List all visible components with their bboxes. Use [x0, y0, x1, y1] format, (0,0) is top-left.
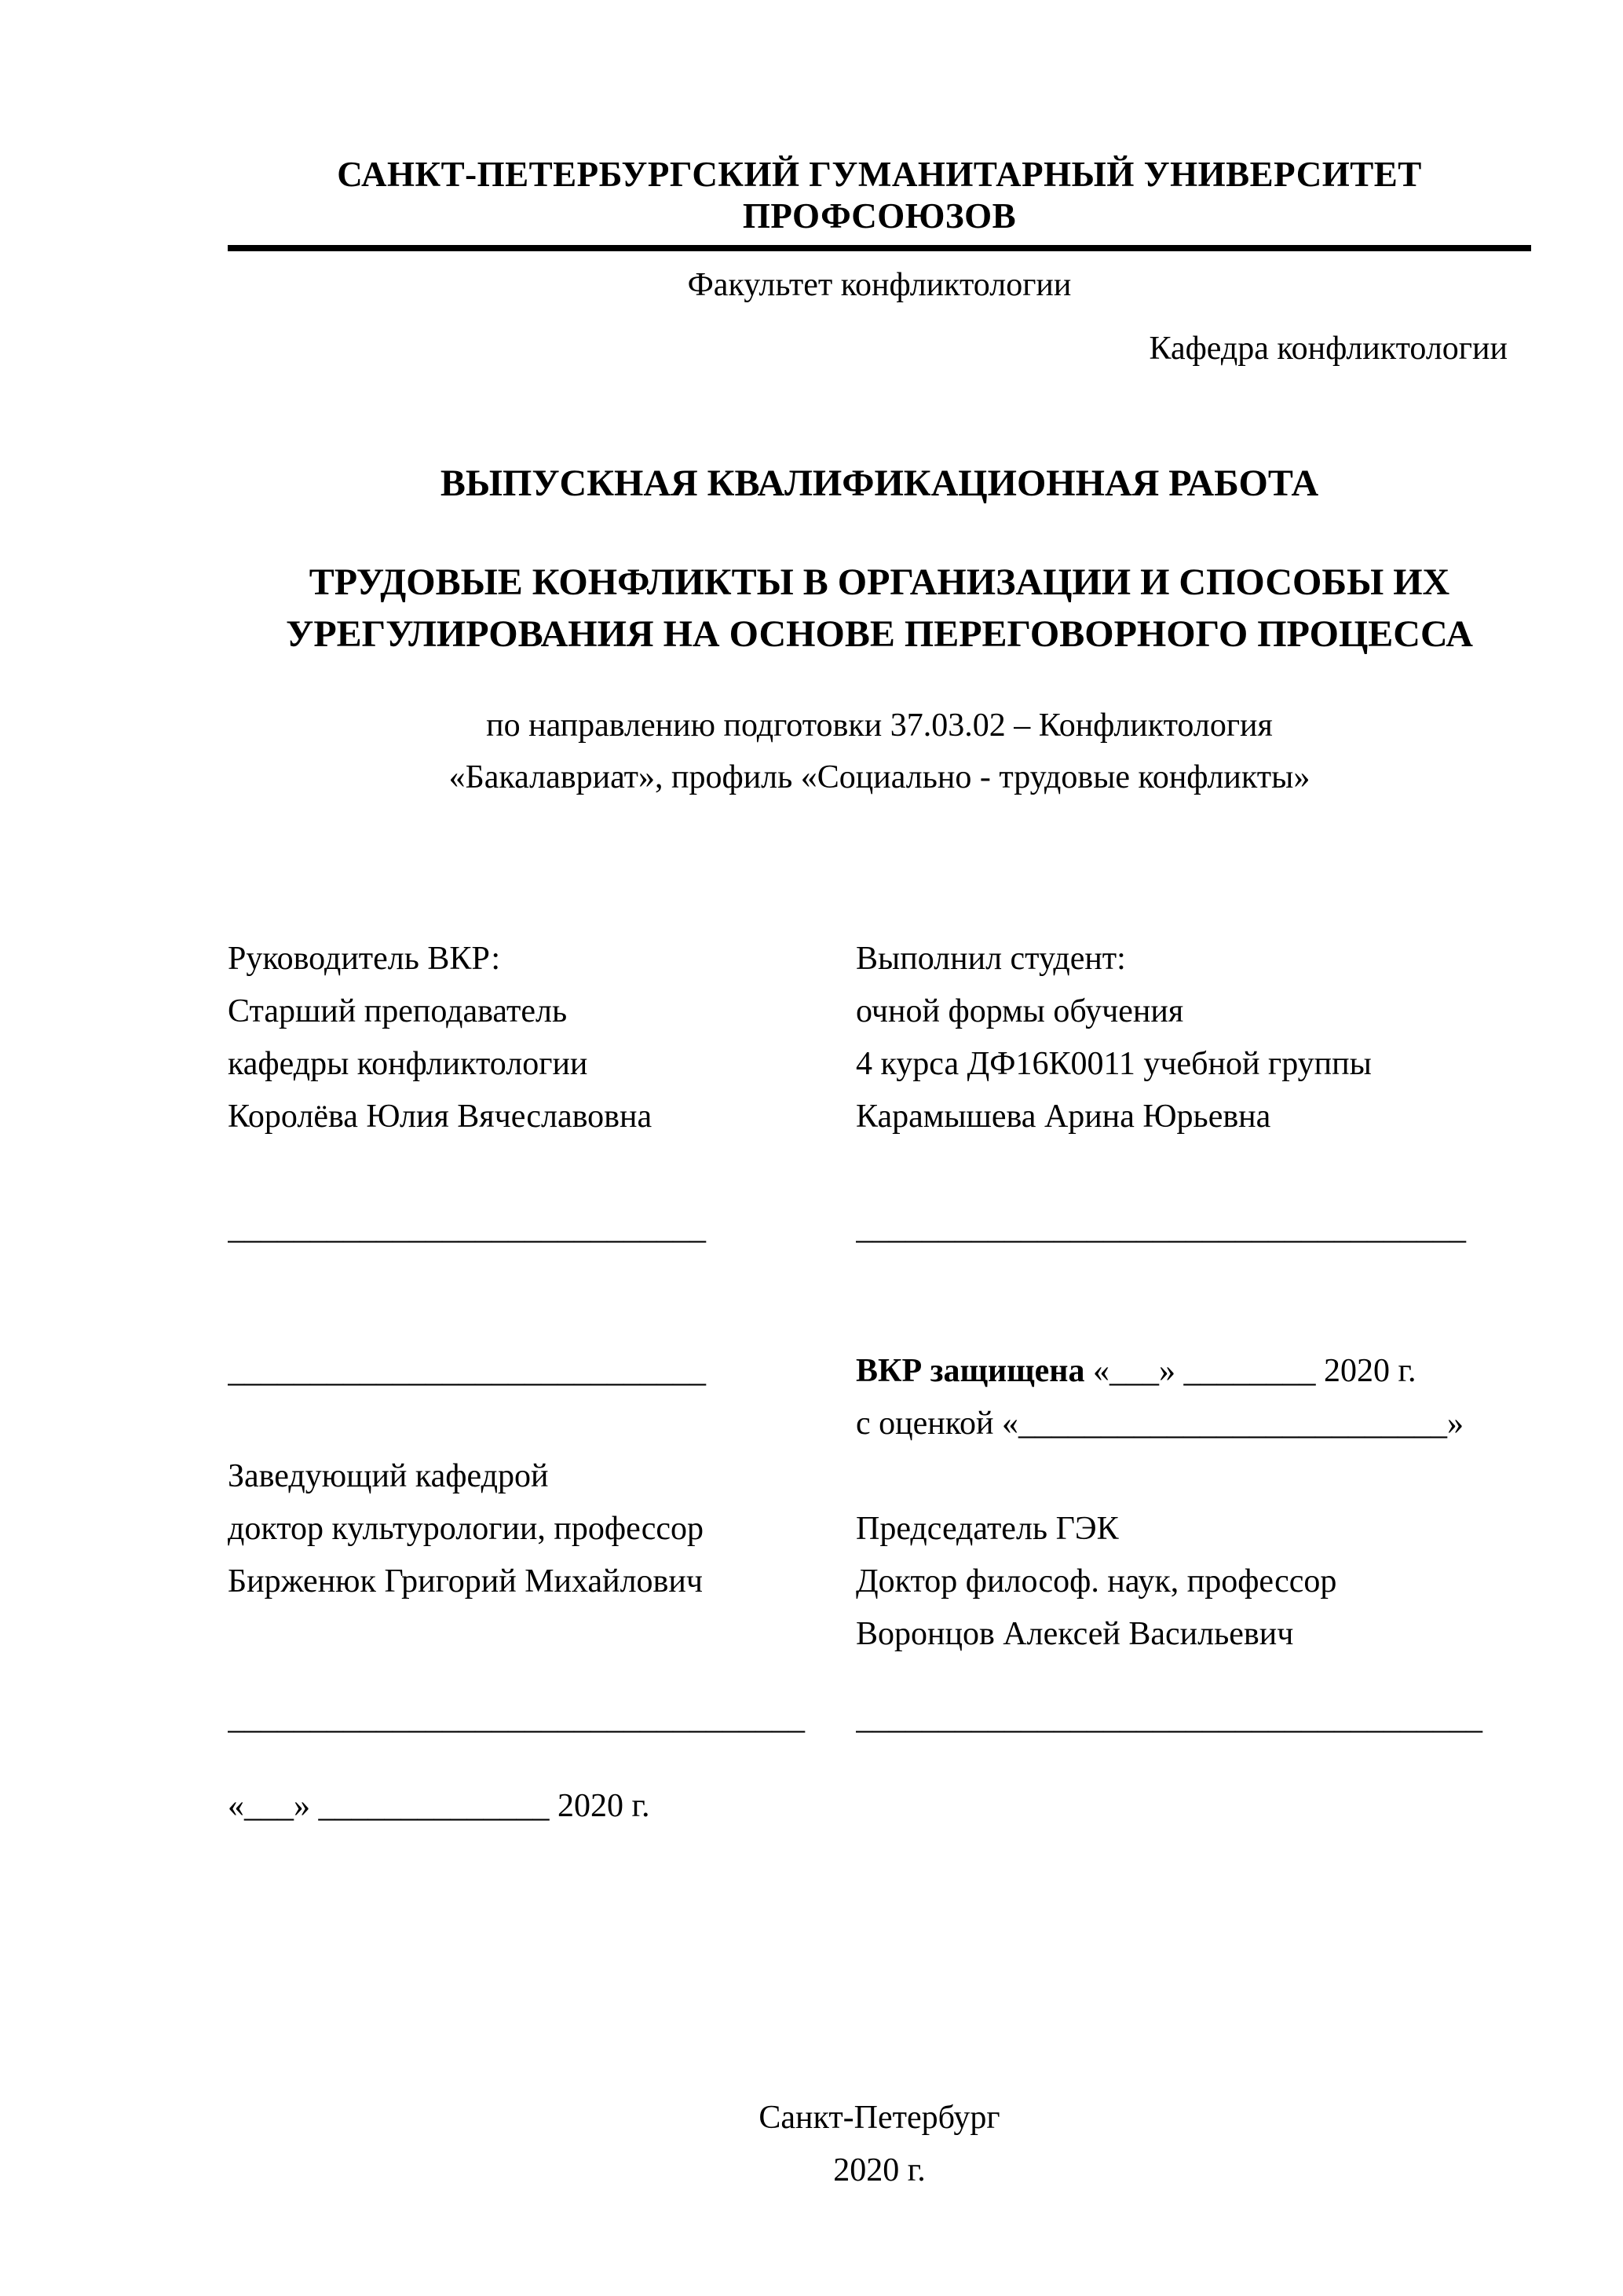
supervisor-signature-line-2: _____________________________ — [228, 1353, 706, 1389]
student-signature-line: _____________________________________ — [856, 1210, 1466, 1246]
supervisor-signature-line: _____________________________ — [228, 1210, 706, 1246]
thesis-title-line1: ТРУДОВЫЕ КОНФЛИКТЫ В ОРГАНИЗАЦИИ И СПОСОБЫ ИХ — [309, 561, 1450, 603]
officials-row — [228, 1450, 1531, 1661]
faculty-name: Факультет конфликтологии — [687, 267, 1072, 303]
department-name: Кафедра конфликтологии — [1149, 331, 1508, 367]
head-position: доктор культурологии, профессор — [228, 1511, 704, 1547]
student-block — [856, 933, 1531, 1143]
chairman-position: Доктор философ. наук, профессор — [856, 1563, 1337, 1600]
defense-block — [856, 1345, 1531, 1450]
chairman-signature-line: ______________________________________ — [856, 1700, 1482, 1736]
footer — [228, 2092, 1531, 2197]
footer-year: 2020 г. — [833, 2152, 926, 2188]
chairman-name: Воронцов Алексей Васильевич — [856, 1616, 1294, 1652]
people-row — [228, 933, 1531, 1143]
head-signature-line: ___________________________________ — [228, 1700, 805, 1736]
head-label: Заведующий кафедрой — [228, 1458, 549, 1494]
signature-row-2 — [228, 1692, 1531, 1745]
work-type-heading: ВЫПУСКНАЯ КВАЛИФИКАЦИОННАЯ РАБОТА — [440, 462, 1319, 504]
head-date-line: «___» ______________ 2020 г. — [228, 1788, 650, 1824]
thesis-title-line2: УРЕГУЛИРОВАНИЯ НА ОСНОВЕ ПЕРЕГОВОРНОГО ПРОЦЕССА — [286, 613, 1473, 655]
student-group: 4 курса ДФ16К0011 учебной группы — [856, 1046, 1372, 1082]
supervisor-name: Королёва Юлия Вячеславовна — [228, 1099, 652, 1135]
student-name: Карамышева Арина Юрьевна — [856, 1099, 1271, 1135]
head-name: Бирженюк Григорий Михайлович — [228, 1563, 703, 1600]
supervisor-label: Руководитель ВКР: — [228, 941, 501, 977]
program-direction: по направлению подготовки 37.03.02 – Конфликтология — [486, 707, 1273, 744]
signature-row-1 — [228, 1202, 1531, 1255]
thesis-title — [228, 557, 1531, 660]
program-profile: «Бакалавриат», профиль «Социально - трудовые конфликты» — [448, 759, 1310, 795]
defense-defended-blanks: «___» ________ 2020 г. — [1084, 1353, 1416, 1389]
defense-defended-label: ВКР защищена — [856, 1353, 1085, 1389]
defense-date-line — [856, 1345, 1531, 1398]
defense-grade-line: с оценкой «__________________________» — [856, 1406, 1464, 1442]
supervisor-department: кафедры конфликтологии — [228, 1046, 588, 1082]
footer-city: Санкт-Петербург — [758, 2100, 1000, 2136]
page-content — [228, 154, 1531, 2197]
student-label: Выполнил студент: — [856, 941, 1126, 977]
university-name: САНКТ-ПЕТЕРБУРГСКИЙ ГУМАНИТАРНЫЙ УНИВЕРСИТЕТ ПРОФСОЮЗОВ — [337, 155, 1422, 236]
program-info — [228, 700, 1531, 803]
student-study-form: очной формы обучения — [856, 993, 1184, 1029]
supervisor-block — [228, 933, 856, 1143]
header-rule — [228, 245, 1531, 251]
head-of-department-block — [228, 1450, 856, 1661]
chairman-label: Председатель ГЭК — [856, 1511, 1119, 1547]
chairman-block — [856, 1450, 1531, 1661]
supervisor-position: Старший преподаватель — [228, 993, 568, 1029]
defense-row — [228, 1345, 1531, 1450]
